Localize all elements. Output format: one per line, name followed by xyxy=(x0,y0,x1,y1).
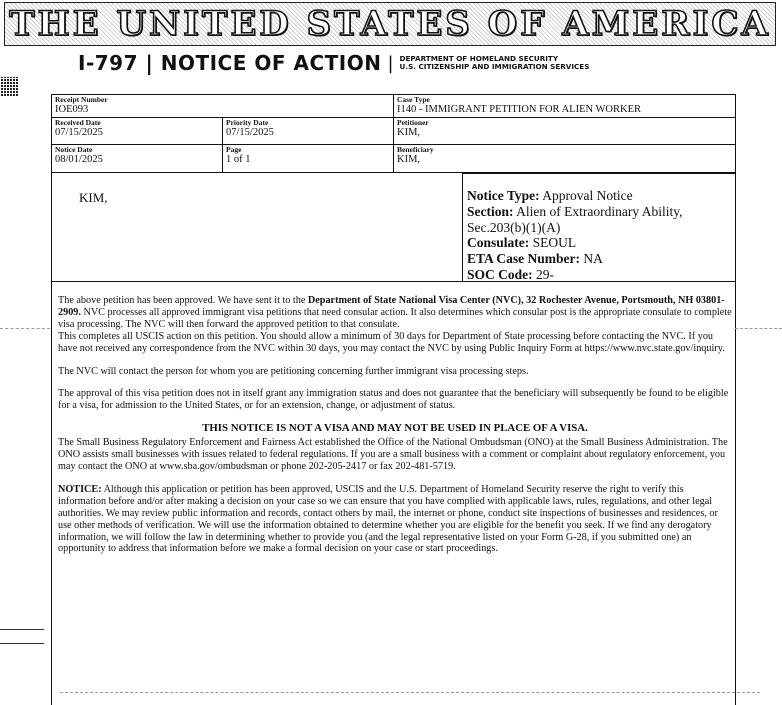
soc-label: SOC Code: xyxy=(467,266,533,282)
priority-label: Priority Date xyxy=(226,118,269,127)
margin-mark xyxy=(0,643,44,644)
p1-text-b: NVC processes all approved immigrant visa petitions that need consular action. It also determines which consular post is the appropriate consulate to complete visa processing. The NVC will then forward the approved petition to that consulate. xyxy=(58,306,732,330)
section-line xyxy=(467,204,735,236)
notice-date-value: 08/01/2025 xyxy=(55,154,103,165)
beneficiary-value: KIM, xyxy=(397,154,421,165)
department-block xyxy=(400,55,590,71)
addressee-name: KIM, xyxy=(79,190,108,205)
received-value: 07/15/2025 xyxy=(55,127,103,138)
barcode-icon xyxy=(1,77,18,96)
dept-line-1: DEPARTMENT OF HOMELAND SECURITY xyxy=(399,54,559,63)
received-label: Received Date xyxy=(55,118,101,127)
beneficiary-cell xyxy=(394,145,735,173)
eta-line xyxy=(467,251,735,267)
section-label: Section: xyxy=(467,203,514,219)
receipt-label: Receipt Number xyxy=(55,95,108,104)
page-label: Page xyxy=(226,145,242,154)
section-value: Alien of Extraordinary Ability, Sec.203(b)(1)(A) xyxy=(467,203,683,235)
seal-banner xyxy=(4,2,776,46)
divider-line xyxy=(52,281,735,282)
received-cell xyxy=(52,118,223,145)
title-separator: | xyxy=(387,52,394,74)
notice-date-label: Notice Date xyxy=(55,145,93,154)
paragraph-nvc-contact: The NVC will contact the person for whom you are petitioning concerning further immigrant visa processing steps. xyxy=(58,365,529,377)
notice-text: Although this application or petition has been approved, USCIS and the U.S. Department of Homeland Security reserve the right to verify this information before and/or after making a decision on your case so we can ensure that you have complied with applicable laws, rules, regulations, and other legal authorities. We may review public information and records, contact others by mail, the internet or phone, conduct site inspections of businesses and residences, or use other methods of verification. We will use the information obtained to determine whether you are eligible for the benefit you seek. If we find any derogatory information, we will follow the law in determining whether to provide you (and the legal representative listed on your Form G-28, if you submitted one) an opportunity to address that information before we make a formal decision on your case or start proceedings. xyxy=(58,483,718,555)
soc-value: 29- xyxy=(536,266,555,282)
paragraph-uscis-complete: This completes all USCIS action on this petition. You should allow a minimum of 30 days for Department of State processing before contacting the NVC. If you have not received any correspondence from the NVC within 30 days, you may contact the NVC by using Public Inquiry Form at https://www.nvc.state.gov/inquiry. xyxy=(58,330,725,354)
form-title-row xyxy=(78,51,589,75)
case-type-label: Case Type xyxy=(397,95,430,104)
case-type-value: I140 - IMMIGRANT PETITION FOR ALIEN WORKER xyxy=(397,104,642,115)
p1-text-a: The above petition has been approved. We have sent it to the xyxy=(58,295,308,306)
banner-title: THE UNITED STATES OF AMERICA xyxy=(9,4,771,44)
notice-type-value: Approval Notice xyxy=(542,188,633,203)
scan-artifact xyxy=(0,328,50,329)
case-type-cell xyxy=(394,95,735,118)
notice-type-line xyxy=(467,188,735,204)
eta-value: NA xyxy=(583,251,603,267)
dept-line-2: U.S. CITIZENSHIP AND IMMIGRATION SERVICES xyxy=(399,62,590,71)
eta-label: ETA Case Number: xyxy=(467,251,580,267)
receipt-cell xyxy=(52,95,394,118)
petitioner-label: Petitioner xyxy=(397,118,429,127)
notice-date-cell xyxy=(52,145,223,173)
notice-frame xyxy=(51,94,736,705)
page-value: 1 of 1 xyxy=(226,154,251,165)
beneficiary-label: Beneficiary xyxy=(397,145,434,154)
petitioner-value: KIM, xyxy=(397,127,421,138)
scan-artifact xyxy=(60,692,760,693)
paragraph-ombudsman: The Small Business Regulatory Enforcement and Fairness Act established the Office of the National Ombudsman (ONO) at the Small Business Administration. The ONO assists small businesses with issues related to federal regulations. If you are a small business with a comment or complaint about regulatory enforcement, you may contact the ONO at www.sba.gov/ombudsman or phone 202-205-2417 or fax 202-481-5719. xyxy=(58,437,728,472)
consulate-line xyxy=(467,235,735,251)
receipt-value: IOE093 xyxy=(55,104,89,115)
not-a-visa-heading: THIS NOTICE IS NOT A VISA AND MAY NOT BE USED IN PLACE OF A VISA. xyxy=(202,422,588,435)
notice-body xyxy=(58,295,732,566)
margin-mark xyxy=(0,629,44,630)
paragraph-approval xyxy=(58,295,732,331)
form-title: I-797 | NOTICE OF ACTION xyxy=(78,51,382,75)
priority-value: 07/15/2025 xyxy=(226,127,274,138)
paragraph-notice xyxy=(58,484,732,555)
paragraph-no-status: The approval of this visa petition does not in itself grant any immigration status and does not guarantee that the beneficiary will subsequently be found to be eligible for a visa, for admission to the United States, or for an extension, change, or adjustment of status. xyxy=(58,388,729,412)
scan-artifact xyxy=(735,328,782,329)
consulate-label: Consulate: xyxy=(467,235,530,251)
petitioner-cell xyxy=(394,118,735,145)
notice-summary-box xyxy=(462,173,735,281)
notice-bold-label: NOTICE: xyxy=(58,483,102,495)
p1-bold: Department of State National Visa Center (NVC), 32 Rochester Avenue, Portsmouth, NH 03801-2909. xyxy=(58,295,725,318)
notice-type-label: Notice Type: xyxy=(467,188,540,203)
consulate-value: SEOUL xyxy=(532,235,577,251)
priority-cell xyxy=(223,118,394,145)
page-cell xyxy=(223,145,394,173)
